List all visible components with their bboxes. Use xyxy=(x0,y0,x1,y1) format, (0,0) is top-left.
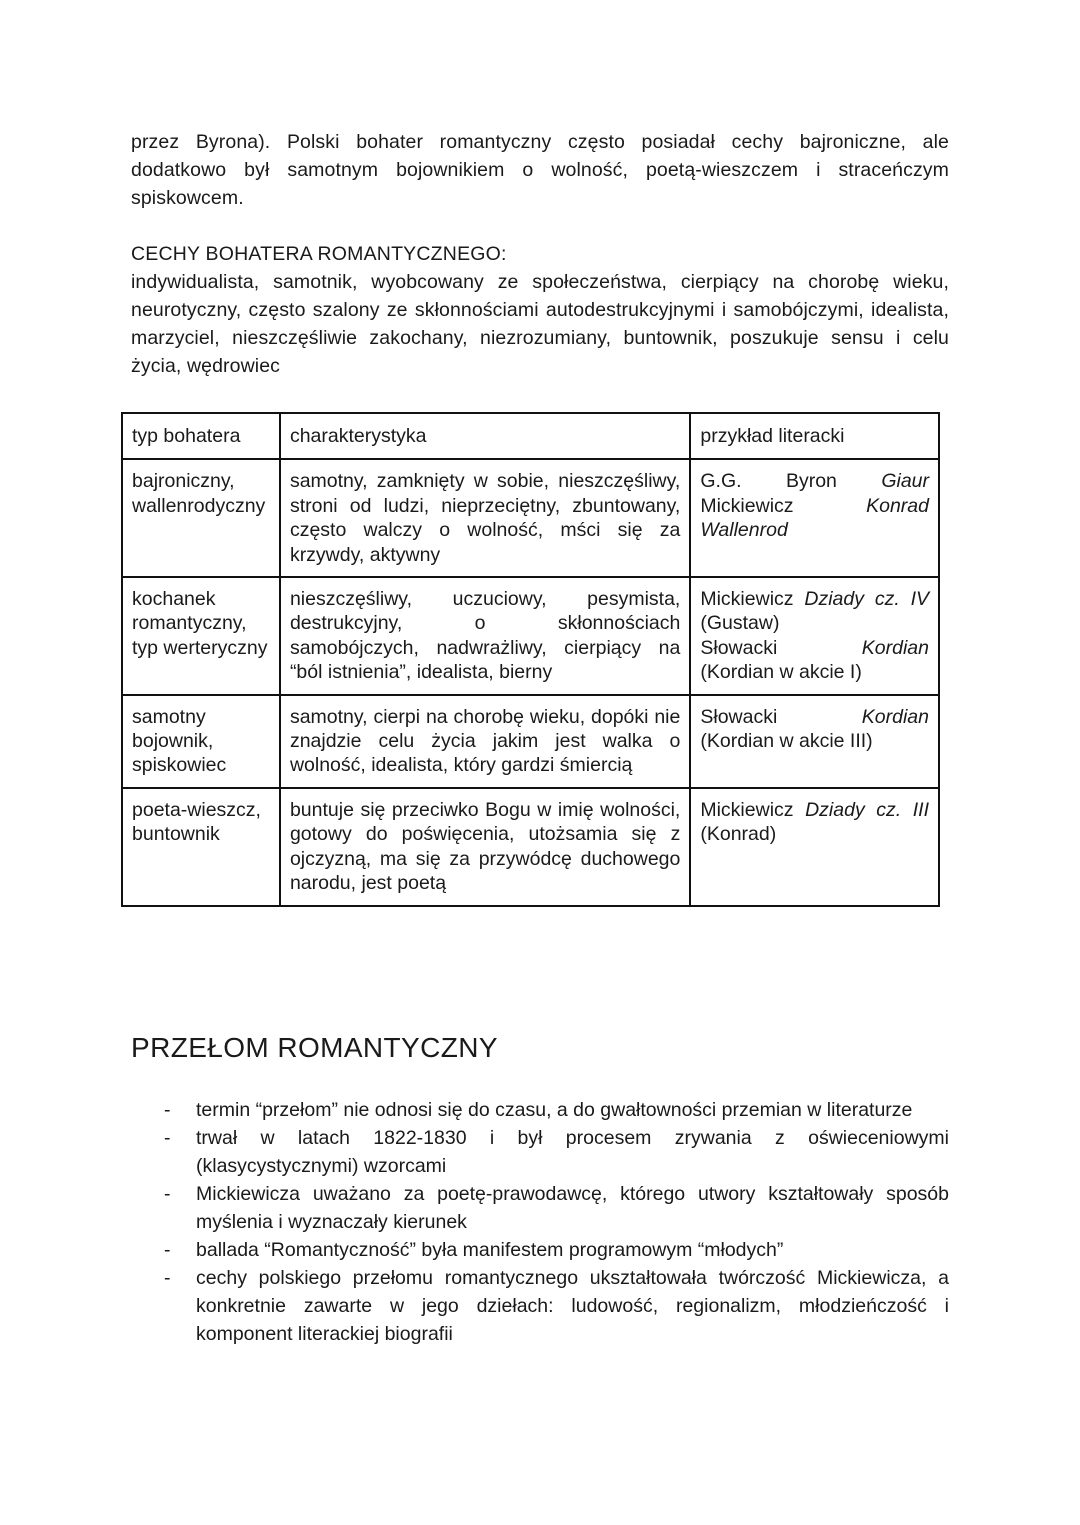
example-note: (Kordian w akcie III) xyxy=(700,730,873,753)
literary-example xyxy=(700,798,929,847)
document-page xyxy=(131,128,949,1345)
dash-bullet-icon: - xyxy=(164,1267,171,1289)
example-title: Giaur xyxy=(881,470,929,493)
intro-paragraph: przez Byrona). Polski bohater romantyczny często posiadał cechy bajroniczne, ale dodatkowo był samotnym bojownikiem o wolność, poetą-wieszczem i straceńczym spiskowcem. xyxy=(131,131,949,209)
dash-bullet-icon: - xyxy=(164,1183,171,1205)
table-row xyxy=(122,695,939,788)
cell-hero-type: samotny bojownik, spiskowiec xyxy=(122,695,280,788)
literary-example xyxy=(700,469,929,493)
example-author: G.G. Byron xyxy=(700,470,837,493)
cell-literary-example xyxy=(690,459,939,577)
list-item-text: ballada “Romantyczność” była manifestem programowym “młodych” xyxy=(196,1239,784,1261)
cell-characteristics: buntuje się przeciwko Bogu w imię wolności, gotowy do poświęcenia, utożsamia się z ojczyzną, ma się za przywódcę duchowego narodu, jest poetą xyxy=(280,788,690,906)
header-characteristics: charakterystyka xyxy=(280,413,690,459)
list-item-text: trwał w latach 1822-1830 i był procesem zrywania z oświeceniowymi (klasycystycznymi) wzorcami xyxy=(196,1127,949,1177)
example-note: (Kordian w akcie I) xyxy=(700,661,862,684)
header-literary-example: przykład literacki xyxy=(690,413,939,459)
cell-hero-type: poeta-wieszcz, buntownik xyxy=(122,788,280,906)
hero-types-table xyxy=(121,412,940,907)
example-title: Kordian xyxy=(861,705,929,728)
example-author: Mickiewicz xyxy=(700,588,794,611)
cell-literary-example xyxy=(690,577,939,695)
list-item xyxy=(131,1236,949,1264)
literary-example xyxy=(700,636,929,685)
table-body xyxy=(122,459,939,905)
list-item-text: termin “przełom” nie odnosi się do czasu, a do gwałtowności przemian w literaturze xyxy=(196,1099,913,1121)
table-row xyxy=(122,577,939,695)
section-title-breakthrough: PRZEŁOM ROMANTYCZNY xyxy=(131,1032,498,1063)
example-title: Kordian xyxy=(861,636,929,659)
table-header-row xyxy=(122,413,939,459)
traits-heading: CECHY BOHATERA ROMANTYCZNEGO: xyxy=(131,243,507,265)
table-row xyxy=(122,788,939,906)
cell-hero-type: bajroniczny, wallenrodyczny xyxy=(122,459,280,577)
example-note: (Gustaw) xyxy=(700,612,780,635)
dash-bullet-icon: - xyxy=(164,1239,171,1261)
list-item xyxy=(131,1180,949,1236)
cell-characteristics: samotny, cierpi na chorobę wieku, dopóki nie znajdzie celu życia jakim jest walka o wolność, idealista, który gardzi śmiercią xyxy=(280,695,690,788)
cell-characteristics: samotny, zamknięty w sobie, nieszczęśliwy, stroni od ludzi, nieprzeciętny, zbuntowany, często walczy o wolność, mści się za krzywdy, aktywny xyxy=(280,459,690,577)
example-note: (Konrad) xyxy=(700,823,777,846)
example-title: Dziady cz. III xyxy=(805,798,929,821)
list-item-text: Mickiewicza uważano za poetę-prawodawcę, którego utwory kształtowały sposób myślenia i wyznaczały kierunek xyxy=(196,1183,949,1233)
literary-example xyxy=(700,705,929,754)
cell-hero-type: kochanek romantyczny, typ werteryczny xyxy=(122,577,280,695)
breakthrough-list xyxy=(131,1096,949,1348)
list-item xyxy=(131,1096,949,1124)
header-hero-type: typ bohatera xyxy=(122,413,280,459)
list-item xyxy=(131,1264,949,1348)
literary-example xyxy=(700,587,929,636)
example-title: Dziady cz. IV xyxy=(804,588,929,611)
list-item-text: cechy polskiego przełomu romantycznego ukształtowała twórczość Mickiewicza, a konkretnie zawarte w jego dziełach: ludowość, regionalizm, młodzieńczość i komponent literackiej biografii xyxy=(196,1267,949,1345)
example-title: Konrad Wallenrod xyxy=(700,494,929,542)
example-author: Mickiewicz xyxy=(700,494,794,517)
example-author: Słowacki xyxy=(700,705,778,728)
table-row xyxy=(122,459,939,577)
example-author: Słowacki xyxy=(700,636,778,659)
list-item xyxy=(131,1124,949,1180)
literary-example xyxy=(700,494,929,543)
cell-characteristics: nieszczęśliwy, uczuciowy, pesymista, destrukcyjny, o skłonnościach samobójczych, nadwrażliwy, cierpiący na “ból istnienia”, idealista, bierny xyxy=(280,577,690,695)
cell-literary-example xyxy=(690,695,939,788)
dash-bullet-icon: - xyxy=(164,1099,171,1121)
example-author: Mickiewicz xyxy=(700,798,794,821)
cell-literary-example xyxy=(690,788,939,906)
dash-bullet-icon: - xyxy=(164,1127,171,1149)
traits-paragraph: indywidualista, samotnik, wyobcowany ze społeczeństwa, cierpiący na chorobę wieku, neurotyczny, często szalony ze skłonnościami autodestrukcyjnymi i samobójczymi, idealista, marzyciel, nieszczęśliwie zakochany, niezrozumiany, buntownik, poszukuje sensu i celu życia, wędrowiec xyxy=(131,271,949,377)
